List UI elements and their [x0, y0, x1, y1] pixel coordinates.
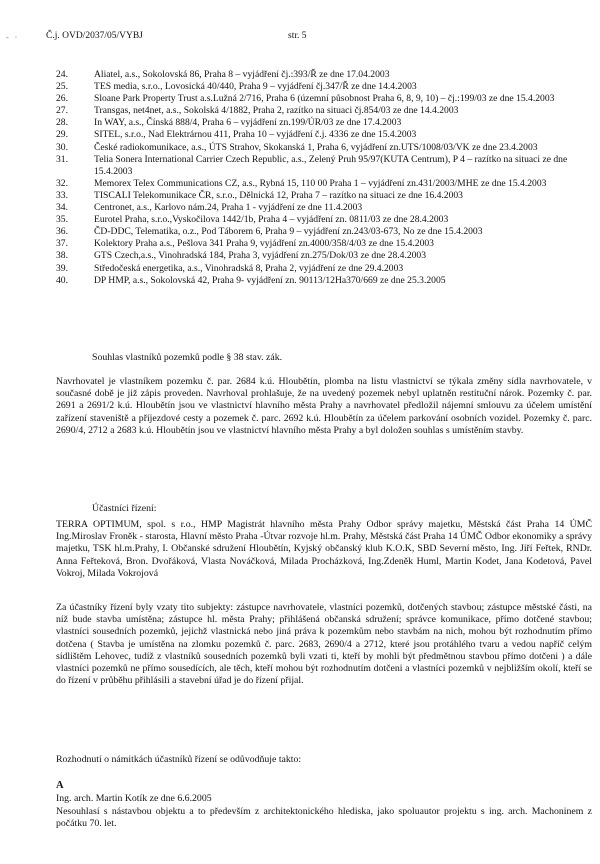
- list-item: [56, 117, 584, 129]
- list-item-number: 32.: [56, 177, 68, 189]
- list-item-text: Aliatel, a.s., Sokolovská 86, Praha 8 – vyjádření čj.:393/Ř ze dne 17.04.2003: [94, 69, 390, 80]
- list-item: [56, 129, 584, 141]
- list-item-text: České radiokomunikace, a.s., ÚTS Strahov, Skokanská 1, Praha 6, vyjádření zn.UTS/1008/03/VK ze dne 23.4.2003: [94, 141, 538, 153]
- list-item-text: Eurotel Praha, s.r.o.,Vyskočilova 1442/1b, Praha 4 – vyjádření zn. 0811/03 ze dne 28.4.2003: [94, 214, 449, 226]
- statement-list: [56, 69, 584, 287]
- list-item-number: 30.: [56, 141, 68, 153]
- paragraph-a2: Nesouhlasí s nástavbou objektu a to především z architektonického hlediska, jako spoluautor projektu s ing. arch. Machoninem z počátku 70. let.: [56, 806, 592, 830]
- paragraph-a1: Ing. arch. Martin Kotík ze dne 6.6.2005: [56, 793, 212, 804]
- list-item: [56, 69, 584, 81]
- list-item-text: Sloane Park Property Trust a.s.Lužná 2/716, Praha 6 (územní působnost Praha 6, 8, 9, 10) – čj.:199/03 ze dne 15.4.2003: [94, 93, 555, 105]
- list-item: [56, 275, 584, 287]
- list-item: [56, 263, 584, 275]
- paragraph-navrhovatel: Navrhovatel je vlastníkem pozemku č. par. 2684 k.ú. Hloubětín, plomba na listu vlastnictví se týkala změny sídla navrhovatele, v současné době je již zápis proveden. Navrhoval prohlašuje, že na uvedený pozemek nebyl uplatněn restituční nárok. Pozemky č. par. 2691 a 2691/2 k.ú. Hloubětín jsou ve vlastnictví hlavního města Prahy a navrhovatel předložil nájemní smlouvu za účelem umístění zařízení staveniště a příjezdové cesty a pozemek č. parc. 2692 k.ú. Hloubětín za účelem parkování osobních vozidel. Pozemky č. parc. 2690/4, 2712 a 2683 k.ú. Hloubětín jsou ve vlastnictví hlavního města Prahy a byl doložen souhlas s umístěním stavby.: [56, 376, 592, 436]
- page-number: str. 5: [288, 31, 307, 41]
- souhlas-heading: Souhlas vlastníků pozemků podle § 38 stav. zák.: [92, 352, 283, 363]
- scan-mark: - ·: [6, 33, 20, 42]
- list-item-text: Memorex Telex Communications CZ, a.s., Rybná 15, 110 00 Praha 1 – vyjádření zn.431/2003/MHE ze dne 15.4.2003: [94, 177, 547, 189]
- list-item: [56, 154, 584, 178]
- list-item-number: 24.: [56, 69, 68, 80]
- list-item: [56, 226, 584, 238]
- list-item-text: Telia Sonera International Carrier Czech Republic, a.s., Zelený Pruh 95/97(KUTA Centrum), P 4 – razítko na situaci ze dne 15.4.2003: [94, 153, 568, 177]
- list-item-number: 29.: [56, 129, 68, 141]
- list-item-text: Kolektory Praha a.s., Pešlova 341 Praha 9, vyjádření zn.4000/358/4/03 ze dne 15.4.2003: [94, 238, 434, 250]
- list-item-number: 33.: [56, 189, 68, 201]
- list-item: [56, 105, 584, 117]
- list-item-number: 26.: [56, 93, 68, 105]
- list-item-number: 25.: [56, 81, 68, 93]
- list-item-text: In WAY, a.s., Čínská 888/4, Praha 6 – vyjádření zn.199/ÚR/03 ze dne 17.4.2003: [94, 117, 402, 129]
- list-item: [56, 93, 584, 105]
- list-item-number: 36.: [56, 226, 68, 238]
- list-item-text: TISCALI Telekomunikace ČR, s.r.o., Dělnická 12, Praha 7 – razítko na situaci ze dne 16.4.2003: [94, 189, 463, 201]
- list-item: [56, 202, 584, 214]
- list-item: [56, 178, 584, 190]
- list-item-text: DP HMP, a.s., Sokolovská 42, Praha 9- vyjádření zn. 90113/12Ha370/669 ze dne 25.3.2005: [94, 274, 446, 286]
- list-item: [56, 238, 584, 250]
- list-item-number: 27.: [56, 105, 68, 117]
- list-item-number: 40.: [56, 274, 68, 286]
- section-letter: A: [56, 780, 64, 791]
- list-item-text: Středočeská energetika, a.s., Vinohradská 8, Praha 2, vyjádření ze dne 29.4.2003: [94, 262, 404, 274]
- list-item-text: TES media, s.r.o., Lovosická 40/440, Praha 9 – vyjádření čj.347/Ř ze dne 14.4.2003: [94, 81, 417, 93]
- list-item-text: GTS Czech,a.s., Vinohradská 184, Praha 3, vyjádření zn.275/Dok/03 ze dne 28.4.2003: [94, 250, 427, 262]
- list-item-text: ČD-DDC, Telematika, o.z., Pod Táborem 6, Praha 9 – vyjádření zn.243/03-673, No ze dne 15.4.2003: [94, 226, 483, 238]
- rozhodnuti-heading: Rozhodnutí o námitkách účastníků řízení se odůvodňuje takto:: [56, 754, 302, 765]
- ucastnici-heading: Účastníci řízení:: [92, 503, 157, 514]
- list-item-number: 34.: [56, 202, 68, 214]
- list-item: [56, 190, 584, 202]
- list-item-text: Transgas, net4net, a.s., Sokolská 4/1882, Praha 2, razítko na situaci čj.854/03 ze dne 14.4.2003: [94, 105, 459, 117]
- list-item: [56, 250, 584, 262]
- list-item-number: 28.: [56, 117, 68, 129]
- list-item: [56, 214, 584, 226]
- list-item: [56, 81, 584, 93]
- list-item-number: 31.: [56, 153, 68, 165]
- reference-number: Č.j. OVD/2037/05/VYBJ: [46, 31, 143, 41]
- list-item-number: 38.: [56, 250, 68, 262]
- list-item-text: SITEL, s.r.o., Nad Elektrárnou 411, Praha 10 – vyjádření č.j. 4336 ze dne 15.4.2003: [94, 129, 417, 141]
- list-item: [56, 142, 584, 154]
- paragraph-za-ucastniky: Za účastníky řízení byly vzaty tito subjekty: zástupce navrhovatele, vlastníci pozemků, dotčených stavbou; zástupce městské části, na níž bude stavba umístěna; zástupce hl. města Prahy; přihlášená občanská sdružení; správce komunikace, přímo dotčené stavbou; vlastníci sousedních pozemků, jejichž vlastnická nebo jiná práva k pozemkům nebo stavbám na nich, mohou být rozhodnutím přímo dotčena ( Stavba je umístěna na zlomku pozemků č. parc. 2683, 2690/4 a 2712, které jsou protáhlého tvaru a vedou napříč celým sídlištěm Lehovec, tudíž z vlastníků sousedních pozemků byli vzati ti, kteří by mohli být předmětnou stavbou přímo dotčeni ) a dále vlastníci pozemků ne přímo sousedících, ale těch, kteří mohou být rozhodnutím dotčeni a vlastníci pozemků v nejbližším okolí, kteří se do řízení v průběhu přihlásili a stavební úřad je do řízení přijal.: [56, 602, 592, 687]
- paragraph-ucastnici: TERRA OPTIMUM, spol. s r.o., HMP Magistrát hlavního města Prahy Odbor správy majetku, Městská část Praha 14 ÚMČ Ing.Miroslav Froněk - starosta, Hlavní město Praha -Útvar rozvoje hl.m. Prahy, Městská část Praha 14 ÚMČ Odbor ekonomiky a správy majetku, TSK hl.m.Prahy, I. Občanské sdružení Hloubětín, Kyjský občanský klub K.O.K, SBD Severní město, Ing. Jiří Feřtek, RNDr. Anna Feřteková, Bron. Dvořáková, Vlasta Nováčková, Milada Procházková, Ing.Zdeněk Huml, Martin Kodet, Jana Kodetová, Pavel Vokroj, Milada Vokrojová: [56, 519, 592, 579]
- list-item-number: 39.: [56, 262, 68, 274]
- list-item-number: 35.: [56, 214, 68, 226]
- list-item-number: 37.: [56, 238, 68, 250]
- list-item-text: Centronet, a.s., Karlovo nám.24, Praha 1 - vyjádření ze dne 11.4.2003: [94, 202, 363, 214]
